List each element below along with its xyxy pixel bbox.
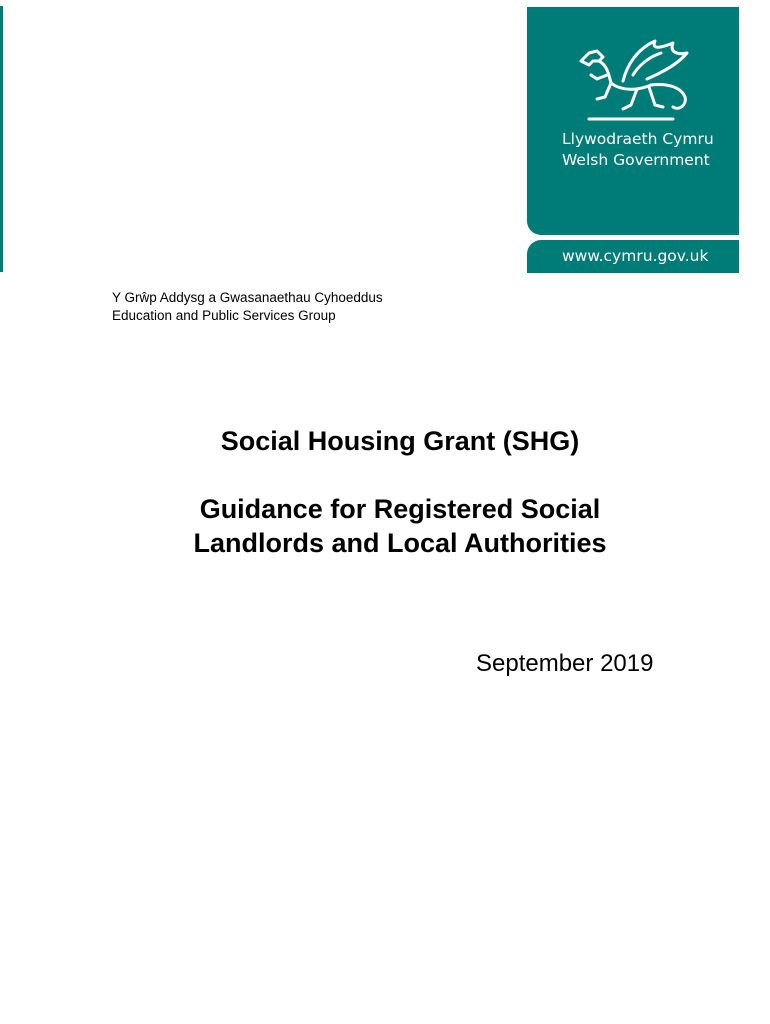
- welsh-government-logo: [527, 7, 739, 235]
- logo-name: [562, 129, 714, 171]
- document-subtitle-line1: Guidance for Registered Social: [199, 494, 601, 524]
- welsh-dragon-icon: [577, 35, 695, 127]
- left-margin-rule: [0, 6, 3, 272]
- group-names: [112, 289, 383, 325]
- group-name-welsh: Y Grŵp Addysg a Gwasanaethau Cyhoeddus: [112, 290, 383, 305]
- document-subtitle-line2: Landlords and Local Authorities: [193, 528, 607, 558]
- logo-name-welsh: Llywodraeth Cymru: [562, 130, 714, 148]
- group-name-english: Education and Public Services Group: [112, 308, 336, 323]
- logo-name-english: Welsh Government: [562, 151, 710, 169]
- document-title: Social Housing Grant (SHG): [220, 426, 580, 456]
- document-date: September 2019: [476, 650, 654, 677]
- logo-url: www.cymru.gov.uk: [562, 247, 709, 265]
- logo-url-bar: [527, 240, 739, 273]
